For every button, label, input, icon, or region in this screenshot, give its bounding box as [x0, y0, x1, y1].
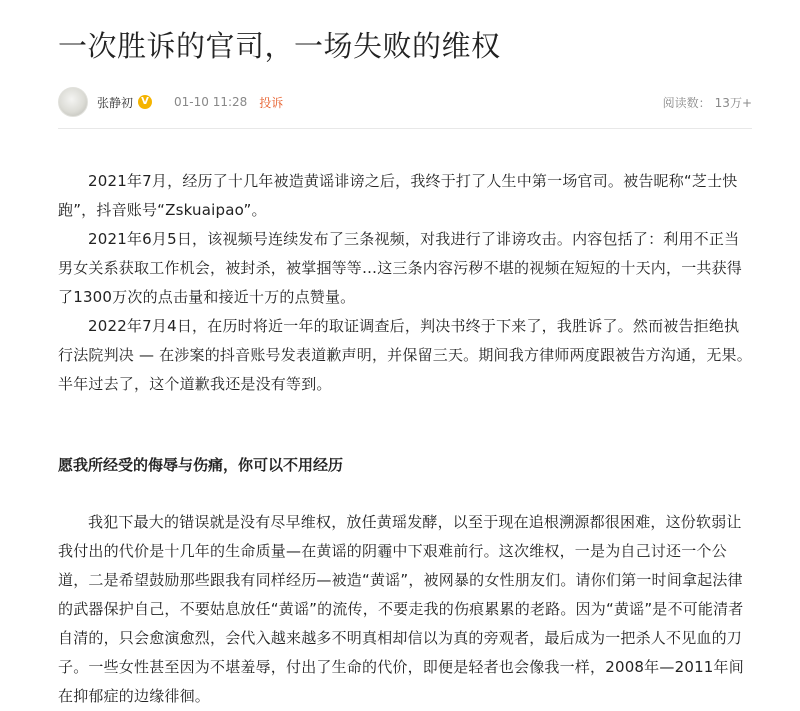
complain-link[interactable]: 投诉: [259, 95, 284, 110]
author-name[interactable]: 张静初: [97, 95, 134, 110]
paragraph-3: 2022年7月4日，在历时将近一年的取证调查后，判决书终于下来了，我胜诉了。然而被告拒绝执行法院判决 — 在涉案的抖音账号发表道歉声明，并保留三天。期间我方律师两度跟被告方沟通，无果。半年过去了，这个道歉我还是没有等到。: [58, 317, 752, 393]
article-content: [58, 167, 752, 711]
avatar[interactable]: [58, 87, 88, 117]
meta-divider: [58, 128, 752, 129]
vip-badge-icon: V: [138, 95, 152, 109]
paragraph-2: 2021年6月5日，该视频号连续发布了三条视频，对我进行了诽谤攻击。内容包括了：利用不正当男女关系获取工作机会，被封杀，被掌掴等等…这三条内容污秽不堪的视频在短短的十天内，一共获得了1300万次的点击量和接近十万的点赞量。: [58, 230, 743, 306]
paragraph-1: 2021年7月，经历了十几年被造黄谣诽谤之后，我终于打了人生中第一场官司。被告昵称“芝士快跑”，抖音账号“Zskuaipao”。: [58, 172, 738, 219]
section-heading: 愿我所经受的侮辱与伤痛，你可以不用经历: [58, 456, 344, 474]
article-meta: [58, 82, 752, 122]
article-title: 一次胜诉的官司，一场失败的维权: [58, 29, 501, 63]
read-count-label: 阅读数：: [662, 95, 711, 110]
read-count-value: 13万+: [714, 95, 752, 110]
paragraph-4: 我犯下最大的错误就是没有尽早维权，放任黄瑶发酵，以至于现在追根溯源都很困难，这份软弱让我付出的代价是十几年的生命质量—在黄谣的阴霾中下艰难前行。这次维权，一是为自己讨还一个公道，二是希望鼓励那些跟我有同样经历—被造“黄谣”，被网暴的女性朋友们。请你们第一时间拿起法律的武器保护自己，不要姑息放任“黄谣”的流传，不要走我的伤痕累累的老路。因为“黄谣”是不可能清者自清的，只会愈演愈烈，会代入越来越多不明真相却信以为真的旁观者，最后成为一把杀人不见血的刀子。一些女性甚至因为不堪羞辱，付出了生命的代价，即便是轻者也会像我一样，2008年—2011年间在抑郁症的边缘徘徊。: [58, 513, 744, 705]
read-count: [663, 94, 752, 111]
publish-timestamp: 01-10 11:28: [174, 95, 248, 109]
